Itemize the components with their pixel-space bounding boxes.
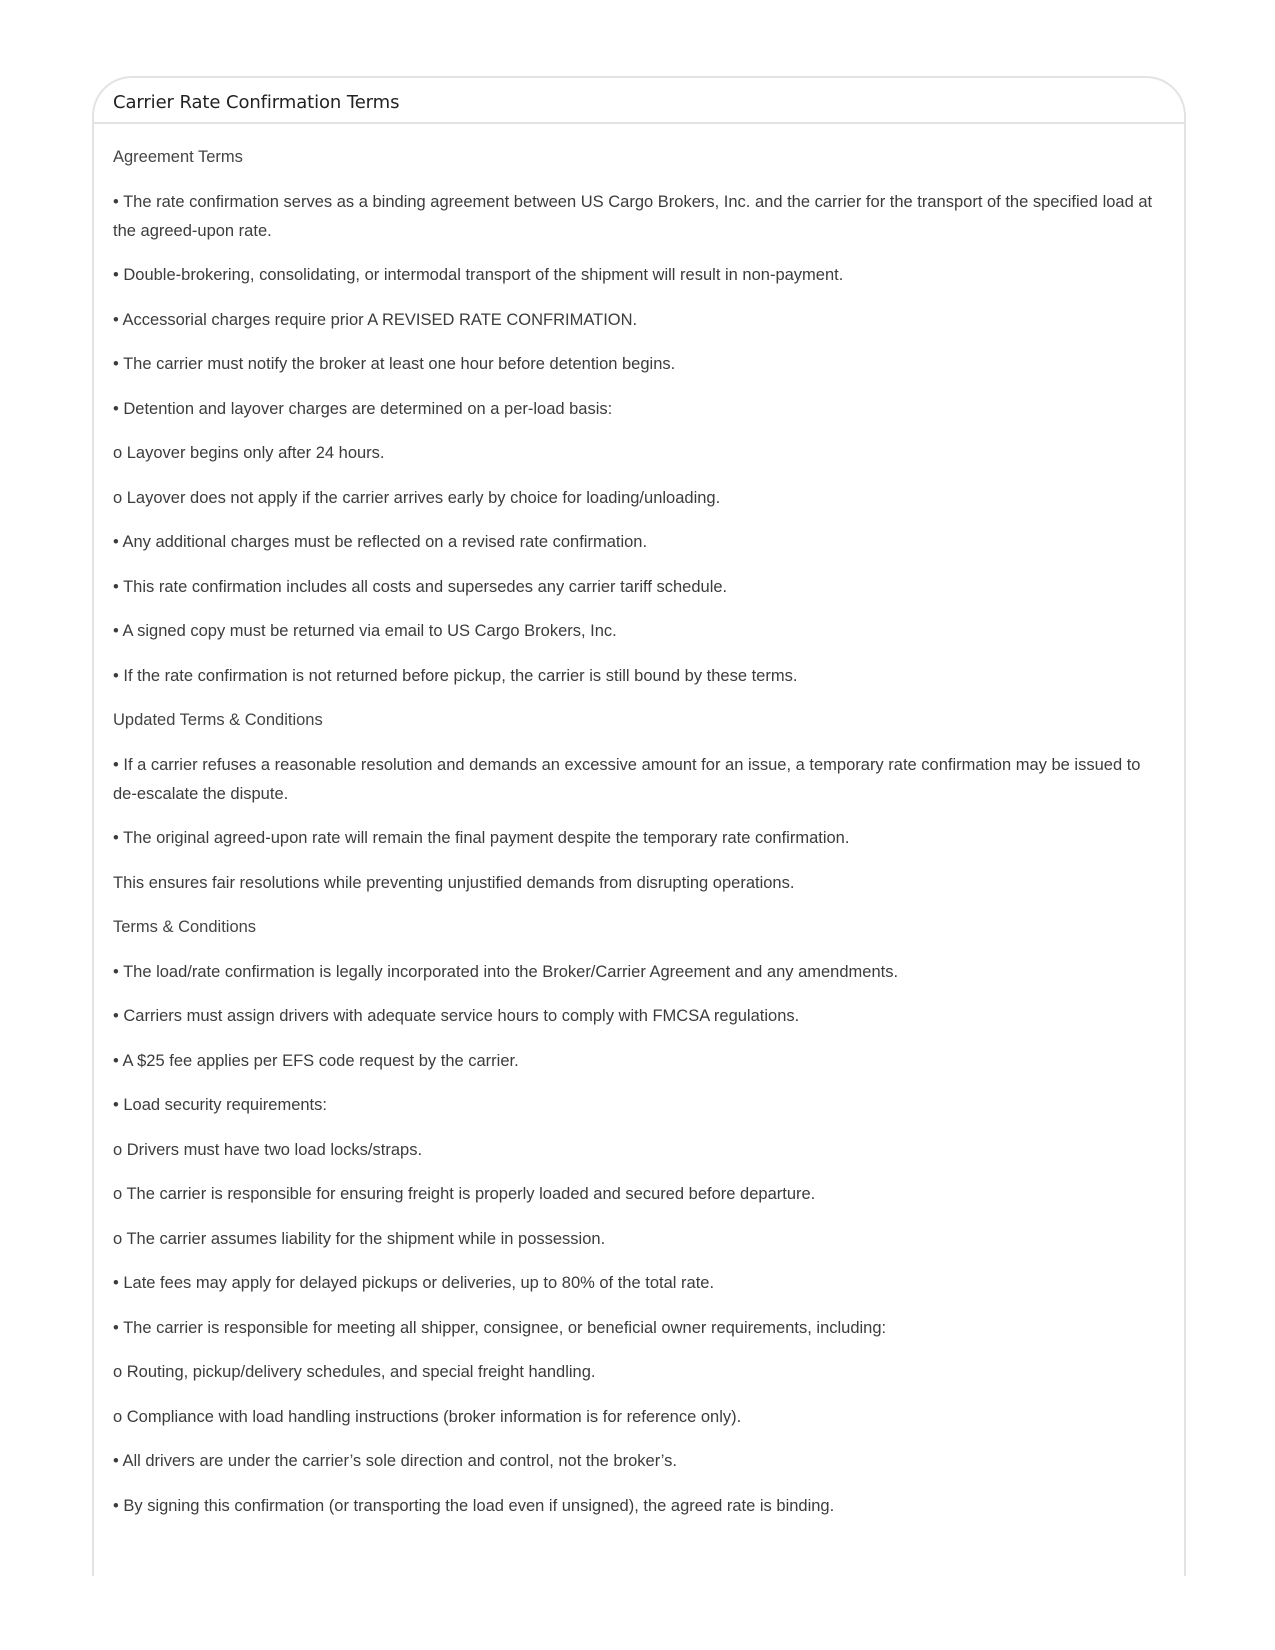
list-item: • The original agreed-upon rate will remain the final payment despite the temporary rate confirmation. <box>113 829 850 847</box>
list-item: • The rate confirmation serves as a binding agreement between US Cargo Brokers, Inc. and the carrier for the transport of the specified load at the agreed-upon rate. <box>113 192 1153 240</box>
list-item: • The load/rate confirmation is legally incorporated into the Broker/Carrier Agreement and any amendments. <box>113 962 899 981</box>
list-item: • The carrier must notify the broker at least one hour before detention begins. <box>113 355 676 373</box>
list-item: • If a carrier refuses a reasonable resolution and demands an excessive amount for an issue, a temporary rate confirmation may be issued to de-escalate the dispute. <box>113 755 1141 803</box>
section-heading-terms-conditions: Terms & Conditions <box>113 918 257 936</box>
list-item: • If the rate confirmation is not returned before pickup, the carrier is still bound by these terms. <box>113 666 798 685</box>
sub-list-item: o Drivers must have two load locks/straps. <box>113 1140 423 1159</box>
list-item: • Detention and layover charges are determined on a per-load basis: <box>113 399 613 418</box>
sub-list-item: o Layover begins only after 24 hours. <box>113 444 385 462</box>
card-body <box>94 124 1184 1521</box>
terms-card <box>92 76 1186 1576</box>
list-item: • A $25 fee applies per EFS code request by the carrier. <box>113 1051 519 1070</box>
list-item: • Double-brokering, consolidating, or intermodal transport of the shipment will result in non-payment. <box>113 266 844 284</box>
sub-list-item: o The carrier assumes liability for the shipment while in possession. <box>113 1229 606 1248</box>
list-item: • All drivers are under the carrier’s sole direction and control, not the broker’s. <box>113 1452 678 1470</box>
sub-list-item: o Layover does not apply if the carrier arrives early by choice for loading/unloading. <box>113 488 721 507</box>
card-header <box>94 78 1184 124</box>
list-item: • A signed copy must be returned via email to US Cargo Brokers, Inc. <box>113 622 617 640</box>
list-item: • This rate confirmation includes all costs and supersedes any carrier tariff schedule. <box>113 577 728 596</box>
list-item: • Load security requirements: <box>113 1096 327 1114</box>
card-title: Carrier Rate Confirmation Terms <box>113 92 400 113</box>
list-item: • The carrier is responsible for meeting all shipper, consignee, or beneficial owner requirements, including: <box>113 1318 887 1337</box>
section-heading-updated-terms: Updated Terms & Conditions <box>113 711 323 729</box>
sub-list-item: o The carrier is responsible for ensuring freight is properly loaded and secured before departure. <box>113 1185 816 1203</box>
list-item: • Any additional charges must be reflected on a revised rate confirmation. <box>113 533 648 551</box>
sub-list-item: o Routing, pickup/delivery schedules, and special freight handling. <box>113 1363 596 1381</box>
list-item: • Late fees may apply for delayed pickups or deliveries, up to 80% of the total rate. <box>113 1274 715 1292</box>
section-heading-agreement-terms: Agreement Terms <box>113 148 243 166</box>
list-item: • Accessorial charges require prior A REVISED RATE CONFRIMATION. <box>113 310 638 329</box>
list-item: • Carriers must assign drivers with adequate service hours to comply with FMCSA regulations. <box>113 1007 800 1025</box>
paragraph: This ensures fair resolutions while preventing unjustified demands from disrupting operations. <box>113 873 795 892</box>
sub-list-item: o Compliance with load handling instructions (broker information is for reference only). <box>113 1407 742 1426</box>
list-item: • By signing this confirmation (or transporting the load even if unsigned), the agreed rate is binding. <box>113 1496 835 1515</box>
